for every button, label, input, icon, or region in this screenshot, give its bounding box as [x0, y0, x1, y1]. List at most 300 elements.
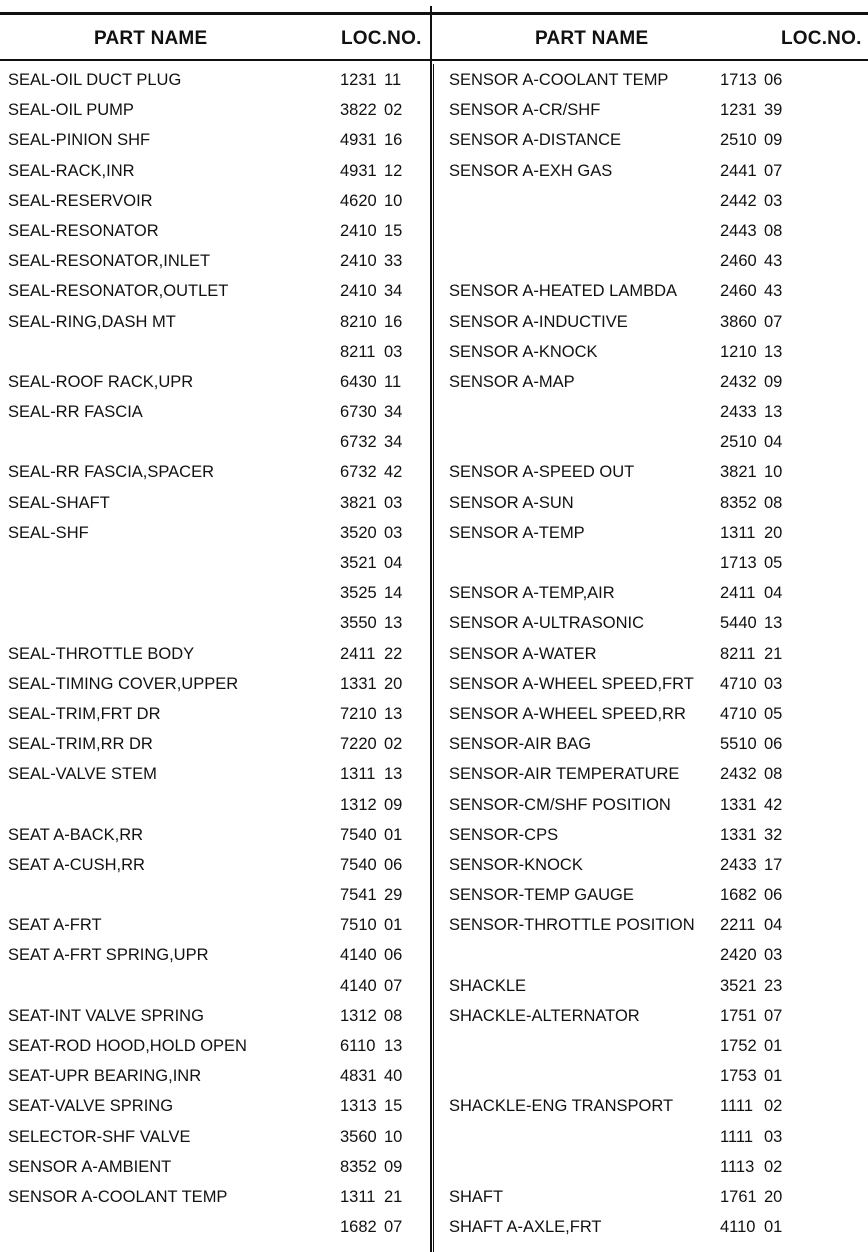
part-name: SEAL-SHAFT	[8, 493, 110, 512]
right-loc-no-header: LOC.NO.	[781, 28, 862, 49]
loc-sub-number: 13	[384, 1037, 403, 1055]
part-name: SEAL-RESONATOR,INLET	[8, 252, 211, 271]
loc-sub-number: 04	[764, 916, 783, 935]
part-name: SENSOR A-SPEED OUT	[449, 463, 635, 482]
loc-number: 1753	[720, 1067, 757, 1086]
loc-no	[720, 971, 790, 1001]
loc-sub-number: 03	[764, 946, 783, 965]
part-name: SEAL-OIL DUCT PLUG	[8, 71, 182, 89]
loc-number: 1331	[340, 674, 377, 693]
loc-number: 3521	[340, 554, 377, 572]
loc-no	[720, 1031, 790, 1061]
loc-number: 1111	[720, 1127, 754, 1146]
loc-number: 1311	[340, 1187, 376, 1206]
loc-no	[340, 427, 410, 457]
part-name: SEAT-ROD HOOD,HOLD OPEN	[8, 1037, 247, 1055]
center-divider	[430, 6, 432, 1252]
loc-sub-number: 03	[764, 1127, 783, 1146]
loc-no	[340, 1001, 410, 1031]
part-name: SHACKLE-ENG TRANSPORT	[449, 1097, 674, 1116]
part-name: SEAL-RR FASCIA,SPACER	[8, 463, 215, 482]
loc-sub-number: 13	[384, 765, 403, 784]
loc-number: 1312	[340, 1006, 377, 1025]
loc-no	[340, 186, 410, 216]
loc-sub-number: 09	[764, 372, 783, 391]
loc-sub-number: 08	[764, 493, 783, 512]
loc-no	[340, 1091, 410, 1121]
loc-number: 8352	[340, 1157, 377, 1176]
loc-number: 1751	[720, 1006, 757, 1025]
part-name: SEAL-TIMING COVER,UPPER	[8, 674, 239, 693]
part-name: SENSOR A-CR/SHF	[449, 101, 601, 120]
loc-sub-number: 12	[384, 161, 403, 180]
loc-number: 2510	[720, 433, 757, 452]
loc-sub-number: 43	[764, 282, 783, 301]
loc-number: 3860	[720, 312, 757, 331]
loc-sub-number: 07	[764, 1006, 783, 1025]
loc-sub-number: 20	[764, 1187, 783, 1206]
loc-number: 1761	[720, 1187, 757, 1206]
loc-number: 2433	[720, 403, 757, 422]
loc-no	[720, 1152, 790, 1182]
loc-number: 4110	[720, 1218, 756, 1237]
loc-number: 7540	[340, 825, 377, 844]
loc-number: 1713	[720, 554, 757, 572]
part-name: SENSOR A-COOLANT TEMP	[449, 71, 669, 89]
loc-sub-number: 29	[384, 886, 403, 905]
loc-no	[340, 1212, 410, 1242]
loc-number: 1113	[720, 1157, 755, 1176]
loc-no	[720, 669, 790, 699]
loc-no	[720, 608, 790, 638]
loc-no	[340, 246, 410, 276]
part-name: SENSOR A-WATER	[449, 644, 597, 663]
loc-number: 6110	[340, 1037, 376, 1055]
part-name: SEAT A-FRT SPRING,UPR	[8, 946, 209, 965]
loc-number: 1331	[720, 825, 757, 844]
loc-no	[720, 1091, 790, 1121]
right-part-name-header: PART NAME	[535, 28, 649, 49]
loc-number: 1331	[720, 795, 757, 814]
part-name: SENSOR A-DISTANCE	[449, 131, 622, 150]
loc-number: 4710	[720, 674, 757, 693]
loc-sub-number: 03	[764, 191, 783, 210]
loc-no	[340, 850, 410, 880]
loc-number: 3525	[340, 584, 377, 603]
loc-sub-number: 04	[764, 433, 783, 452]
loc-number: 6732	[340, 433, 377, 452]
loc-number: 2420	[720, 946, 757, 965]
part-name: SEAL-ROOF RACK,UPR	[8, 372, 194, 391]
loc-no	[720, 790, 790, 820]
loc-number: 7220	[340, 735, 377, 754]
loc-no	[720, 337, 790, 367]
loc-no	[340, 457, 410, 487]
loc-sub-number: 13	[384, 704, 403, 723]
loc-sub-number: 33	[384, 252, 403, 271]
part-name: SENSOR A-KNOCK	[449, 342, 598, 361]
loc-no	[340, 65, 410, 95]
part-name: SENSOR-KNOCK	[449, 855, 583, 874]
loc-number: 8352	[720, 493, 757, 512]
loc-sub-number: 13	[384, 614, 403, 633]
part-name: SEAL-RR FASCIA	[8, 403, 143, 422]
loc-sub-number: 07	[764, 161, 783, 180]
loc-sub-number: 42	[384, 463, 403, 482]
loc-number: 4140	[340, 976, 377, 995]
loc-sub-number: 13	[764, 403, 783, 422]
loc-sub-number: 14	[384, 584, 403, 603]
part-name: SEAT A-FRT	[8, 916, 102, 935]
loc-no	[340, 397, 410, 427]
loc-no	[340, 669, 410, 699]
loc-no	[340, 548, 410, 578]
loc-sub-number: 21	[384, 1187, 403, 1206]
loc-no	[720, 940, 790, 970]
part-name: SEAL-RESERVOIR	[8, 191, 153, 210]
loc-no	[340, 95, 410, 125]
loc-number: 3822	[340, 101, 377, 120]
loc-number: 3550	[340, 614, 377, 633]
loc-number: 2460	[720, 252, 757, 271]
part-name: SENSOR A-ULTRASONIC	[449, 614, 644, 633]
loc-sub-number: 34	[384, 433, 403, 452]
loc-number: 4831	[340, 1067, 377, 1086]
left-loc-no-header: LOC.NO.	[341, 28, 422, 49]
part-name: SENSOR A-TEMP,AIR	[449, 584, 615, 603]
loc-no	[720, 95, 790, 125]
loc-number: 6430	[340, 372, 377, 391]
loc-number: 2411	[720, 584, 756, 603]
loc-no	[340, 880, 410, 910]
part-name: SENSOR A-WHEEL SPEED,RR	[449, 704, 686, 723]
loc-sub-number: 08	[764, 221, 783, 240]
loc-sub-number: 03	[384, 493, 403, 512]
loc-no	[340, 639, 410, 669]
loc-no	[720, 548, 790, 578]
loc-sub-number: 01	[384, 825, 403, 844]
loc-no	[720, 1212, 790, 1242]
part-name: SENSOR-CM/SHF POSITION	[449, 795, 671, 814]
loc-number: 2410	[340, 282, 377, 301]
loc-no	[720, 397, 790, 427]
loc-no	[720, 246, 790, 276]
loc-number: 2432	[720, 372, 757, 391]
loc-no	[720, 639, 790, 669]
part-name: SENSOR A-SUN	[449, 493, 574, 512]
part-name: SEAL-TRIM,RR DR	[8, 735, 153, 754]
part-name: SEAL-RESONATOR	[8, 221, 159, 240]
loc-number: 3560	[340, 1127, 377, 1146]
loc-no	[340, 759, 410, 789]
loc-number: 2441	[720, 161, 757, 180]
loc-number: 4931	[340, 131, 377, 150]
loc-sub-number: 05	[764, 554, 783, 572]
part-name: SEAL-RING,DASH MT	[8, 312, 176, 331]
loc-number: 6732	[340, 463, 377, 482]
loc-no	[340, 1061, 410, 1091]
part-name: SEAL-VALVE STEM	[8, 765, 157, 784]
loc-no	[720, 1122, 790, 1152]
loc-no	[720, 367, 790, 397]
loc-no	[340, 1031, 410, 1061]
part-name: SENSOR-CPS	[449, 825, 559, 844]
loc-sub-number: 20	[384, 674, 403, 693]
loc-no	[720, 427, 790, 457]
loc-number: 2442	[720, 191, 757, 210]
loc-sub-number: 09	[764, 131, 783, 150]
loc-sub-number: 20	[764, 523, 783, 542]
loc-sub-number: 01	[764, 1218, 783, 1237]
loc-number: 3521	[720, 976, 757, 995]
loc-number: 2460	[720, 282, 757, 301]
part-name: SENSOR A-COOLANT TEMP	[8, 1187, 228, 1206]
loc-sub-number: 06	[384, 855, 403, 874]
loc-number: 2510	[720, 131, 757, 150]
loc-no	[340, 1152, 410, 1182]
part-name: SEAT-VALVE SPRING	[8, 1097, 174, 1116]
loc-no	[720, 216, 790, 246]
loc-number: 4931	[340, 161, 377, 180]
part-name: SEAT-UPR BEARING,INR	[8, 1067, 202, 1086]
loc-number: 2433	[720, 855, 757, 874]
header-rule	[0, 59, 868, 61]
loc-no	[340, 729, 410, 759]
loc-number: 2432	[720, 765, 757, 784]
loc-no	[720, 910, 790, 940]
loc-sub-number: 34	[384, 403, 403, 422]
loc-no	[720, 759, 790, 789]
part-name: SENSOR A-WHEEL SPEED,FRT	[449, 674, 694, 693]
loc-number: 1713	[720, 71, 757, 89]
loc-no	[720, 578, 790, 608]
loc-sub-number: 11	[384, 71, 402, 89]
part-name: SEAL-TRIM,FRT DR	[8, 704, 161, 723]
loc-no	[340, 488, 410, 518]
loc-number: 1231	[340, 71, 377, 89]
left-part-name-header: PART NAME	[94, 28, 208, 49]
loc-sub-number: 08	[384, 1006, 403, 1025]
loc-number: 2410	[340, 221, 377, 240]
loc-sub-number: 03	[384, 523, 403, 542]
loc-no	[340, 276, 410, 306]
loc-no	[340, 518, 410, 548]
loc-sub-number: 07	[764, 312, 783, 331]
loc-sub-number: 06	[384, 946, 403, 965]
loc-number: 7210	[340, 704, 377, 723]
loc-sub-number: 02	[384, 735, 403, 754]
loc-number: 4620	[340, 191, 377, 210]
loc-no	[720, 307, 790, 337]
part-name: SENSOR-AIR TEMPERATURE	[449, 765, 680, 784]
loc-sub-number: 04	[384, 554, 403, 572]
loc-number: 1111	[720, 1097, 754, 1116]
loc-sub-number: 07	[384, 976, 403, 995]
loc-number: 2443	[720, 221, 757, 240]
loc-number: 1210	[720, 342, 757, 361]
part-name: SEAT-INT VALVE SPRING	[8, 1006, 204, 1025]
loc-no	[340, 125, 410, 155]
loc-sub-number: 11	[384, 372, 402, 391]
loc-number: 1311	[720, 523, 756, 542]
loc-number: 1752	[720, 1037, 757, 1055]
loc-number: 8211	[340, 342, 376, 361]
loc-no	[720, 276, 790, 306]
loc-sub-number: 34	[384, 282, 403, 301]
part-name: SENSOR A-EXH GAS	[449, 161, 613, 180]
part-name: SEAL-RACK,INR	[8, 161, 135, 180]
part-name: SHACKLE	[449, 976, 527, 995]
loc-number: 8211	[720, 644, 756, 663]
loc-no	[340, 820, 410, 850]
loc-sub-number: 17	[764, 855, 783, 874]
loc-sub-number: 13	[764, 342, 783, 361]
loc-no	[340, 337, 410, 367]
part-name: SEAT A-BACK,RR	[8, 825, 144, 844]
loc-number: 1231	[720, 101, 757, 120]
part-name: SEAL-OIL PUMP	[8, 101, 134, 120]
loc-no	[340, 699, 410, 729]
loc-number: 1313	[340, 1097, 377, 1116]
loc-number: 1311	[340, 765, 376, 784]
loc-sub-number: 07	[384, 1218, 403, 1237]
loc-sub-number: 09	[384, 795, 403, 814]
part-name: SHAFT A-AXLE,FRT	[449, 1218, 602, 1237]
left-table-separator	[433, 64, 434, 1252]
part-name: SEAL-PINION SHF	[8, 131, 151, 150]
part-name: SENSOR-THROTTLE POSITION	[449, 916, 695, 935]
loc-no	[720, 457, 790, 487]
loc-sub-number: 10	[764, 463, 783, 482]
loc-no	[340, 156, 410, 186]
loc-sub-number: 23	[764, 976, 783, 995]
loc-no	[340, 578, 410, 608]
loc-sub-number: 09	[384, 1157, 403, 1176]
loc-sub-number: 32	[764, 825, 783, 844]
loc-sub-number: 10	[384, 191, 403, 210]
loc-sub-number: 13	[764, 614, 783, 633]
loc-number: 4140	[340, 946, 377, 965]
loc-no	[340, 910, 410, 940]
part-name: SHACKLE-ALTERNATOR	[449, 1006, 640, 1025]
loc-sub-number: 16	[384, 312, 403, 331]
loc-sub-number: 05	[764, 704, 783, 723]
loc-number: 1682	[340, 1218, 377, 1237]
loc-sub-number: 01	[764, 1037, 783, 1055]
loc-sub-number: 15	[384, 1097, 403, 1116]
loc-number: 7510	[340, 916, 377, 935]
loc-no	[720, 699, 790, 729]
loc-number: 3821	[340, 493, 377, 512]
loc-sub-number: 06	[764, 71, 783, 89]
part-name: SEAL-SHF	[8, 523, 89, 542]
loc-no	[720, 729, 790, 759]
loc-number: 2411	[340, 644, 376, 663]
loc-no	[720, 1001, 790, 1031]
loc-number: 5440	[720, 614, 757, 633]
loc-sub-number: 42	[764, 795, 783, 814]
loc-number: 8210	[340, 312, 377, 331]
loc-number: 1312	[340, 795, 377, 814]
part-name: SENSOR A-AMBIENT	[8, 1157, 172, 1176]
loc-sub-number: 03	[384, 342, 403, 361]
part-name: SEAL-RESONATOR,OUTLET	[8, 282, 229, 301]
part-name: SHAFT	[449, 1187, 504, 1206]
loc-sub-number: 04	[764, 584, 783, 603]
loc-sub-number: 43	[764, 252, 783, 271]
loc-no	[340, 971, 410, 1001]
loc-sub-number: 08	[764, 765, 783, 784]
loc-sub-number: 02	[764, 1097, 783, 1116]
loc-sub-number: 15	[384, 221, 403, 240]
loc-no	[720, 156, 790, 186]
loc-sub-number: 16	[384, 131, 403, 150]
part-name: SEAT A-CUSH,RR	[8, 855, 145, 874]
loc-number: 7540	[340, 855, 377, 874]
loc-no	[340, 216, 410, 246]
part-name: SENSOR A-INDUCTIVE	[449, 312, 628, 331]
loc-sub-number: 39	[764, 101, 783, 120]
loc-sub-number: 02	[384, 101, 403, 120]
loc-number: 1682	[720, 886, 757, 905]
loc-number: 5510	[720, 735, 757, 754]
loc-sub-number: 40	[384, 1067, 403, 1086]
top-rule	[0, 12, 868, 15]
loc-no	[720, 1182, 790, 1212]
loc-no	[340, 790, 410, 820]
loc-no	[340, 367, 410, 397]
loc-no	[720, 820, 790, 850]
loc-number: 3520	[340, 523, 377, 542]
part-name: SELECTOR-SHF VALVE	[8, 1127, 191, 1146]
part-name: SENSOR A-MAP	[449, 372, 575, 391]
loc-number: 6730	[340, 403, 377, 422]
loc-no	[720, 186, 790, 216]
loc-sub-number: 06	[764, 886, 783, 905]
loc-number: 7541	[340, 886, 377, 905]
loc-no	[720, 488, 790, 518]
loc-no	[720, 518, 790, 548]
loc-sub-number: 06	[764, 735, 783, 754]
loc-number: 4710	[720, 704, 757, 723]
loc-no	[720, 1061, 790, 1091]
loc-no	[340, 1122, 410, 1152]
loc-no	[340, 940, 410, 970]
loc-no	[340, 1182, 410, 1212]
loc-number: 2211	[720, 916, 756, 935]
loc-no	[720, 880, 790, 910]
loc-sub-number: 21	[764, 644, 783, 663]
loc-sub-number: 10	[384, 1127, 403, 1146]
loc-sub-number: 01	[384, 916, 403, 935]
loc-sub-number: 01	[764, 1067, 783, 1086]
part-name: SENSOR A-HEATED LAMBDA	[449, 282, 677, 301]
loc-sub-number: 22	[384, 644, 403, 663]
loc-number: 3821	[720, 463, 757, 482]
loc-sub-number: 02	[764, 1157, 783, 1176]
loc-no	[340, 307, 410, 337]
part-name: SEAL-THROTTLE BODY	[8, 644, 195, 663]
loc-no	[720, 125, 790, 155]
part-name: SENSOR A-TEMP	[449, 523, 585, 542]
loc-sub-number: 03	[764, 674, 783, 693]
loc-no	[720, 850, 790, 880]
part-name: SENSOR-AIR BAG	[449, 735, 592, 754]
loc-number: 2410	[340, 252, 377, 271]
loc-no	[720, 65, 790, 95]
loc-no	[340, 608, 410, 638]
part-name: SENSOR-TEMP GAUGE	[449, 886, 634, 905]
